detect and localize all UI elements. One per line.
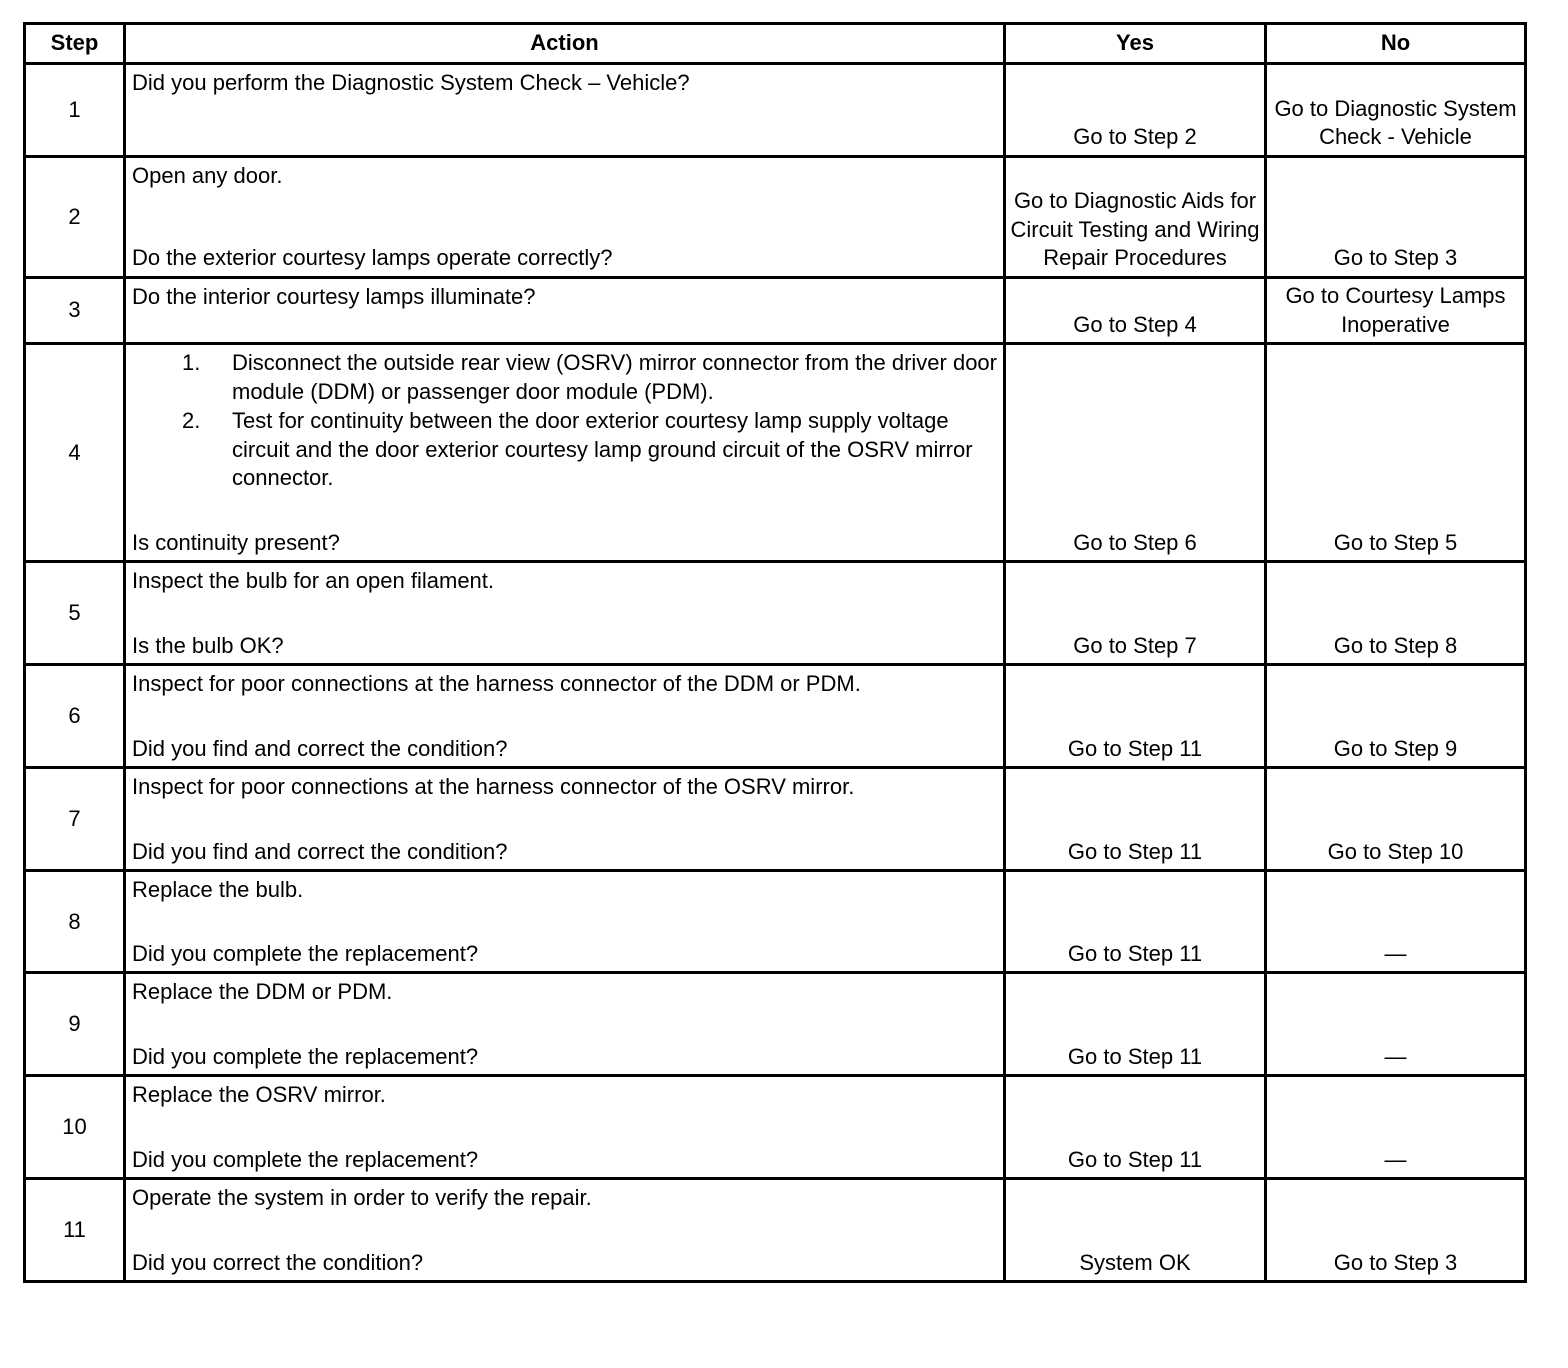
no-result: Go to Step 3 — [1266, 1179, 1526, 1282]
table-row — [25, 344, 1526, 562]
table-row — [25, 278, 1526, 344]
list-item — [182, 349, 997, 406]
no-result: — — [1266, 973, 1526, 1076]
table-row — [25, 768, 1526, 871]
action-text: Inspect for poor connections at the harness connector of the OSRV mirror. — [132, 774, 855, 800]
step-number: 7 — [25, 768, 125, 871]
yes-result: Go to Step 11 — [1005, 871, 1266, 973]
yes-result: Go to Step 7 — [1005, 562, 1266, 665]
step-number: 1 — [25, 64, 125, 157]
no-result: Go to Step 10 — [1266, 768, 1526, 871]
no-result: Go to Courtesy Lamps Inoperative — [1266, 278, 1526, 344]
step-list — [132, 349, 997, 493]
no-result: Go to Diagnostic System Check - Vehicle — [1266, 64, 1526, 157]
table-row — [25, 562, 1526, 665]
action-question: Do the exterior courtesy lamps operate correctly? — [132, 245, 613, 271]
header-row — [25, 24, 1526, 64]
step-number: 3 — [25, 278, 125, 344]
step-number: 6 — [25, 665, 125, 768]
action-text: Replace the DDM or PDM. — [132, 979, 393, 1005]
action-question: Did you complete the replacement? — [132, 940, 479, 966]
action-cell — [125, 871, 1005, 973]
action-cell — [125, 278, 1005, 344]
action-question: Is the bulb OK? — [132, 632, 284, 658]
action-text: Open any door. — [132, 163, 283, 188]
action-cell — [125, 973, 1005, 1076]
table-row — [25, 64, 1526, 157]
yes-result: Go to Step 4 — [1005, 278, 1266, 344]
list-text: Test for continuity between the door exterior courtesy lamp supply voltage circuit and the door exterior courtesy lamp ground circuit of the OSRV mirror connector. — [232, 407, 973, 491]
yes-result: Go to Step 11 — [1005, 665, 1266, 768]
action-text: Inspect for poor connections at the harness connector of the DDM or PDM. — [132, 671, 861, 697]
action-cell — [125, 562, 1005, 665]
action-cell — [125, 344, 1005, 562]
action-cell — [125, 1076, 1005, 1179]
step-number: 5 — [25, 562, 125, 665]
list-number: 2. — [182, 407, 201, 433]
table-row — [25, 1076, 1526, 1179]
step-number: 10 — [25, 1076, 125, 1179]
step-number: 4 — [25, 344, 125, 562]
action-text: Did you perform the Diagnostic System Check – Vehicle? — [132, 70, 690, 95]
header-no: No — [1266, 24, 1526, 64]
yes-result: Go to Step 11 — [1005, 973, 1266, 1076]
no-result: — — [1266, 1076, 1526, 1179]
action-text: Inspect the bulb for an open filament. — [132, 568, 495, 594]
list-text: Disconnect the outside rear view (OSRV) mirror connector from the driver door module (DDM) or passenger door module (PDM). — [232, 350, 997, 405]
action-question: Did you find and correct the condition? — [132, 838, 508, 864]
no-result: Go to Step 9 — [1266, 665, 1526, 768]
list-number: 1. — [182, 350, 201, 376]
action-cell — [125, 64, 1005, 157]
step-number: 2 — [25, 157, 125, 278]
yes-result: Go to Step 6 — [1005, 344, 1266, 562]
action-question: Did you complete the replacement? — [132, 1146, 479, 1172]
table-row — [25, 1179, 1526, 1282]
no-result: Go to Step 3 — [1266, 157, 1526, 278]
action-text: Do the interior courtesy lamps illuminate? — [132, 284, 536, 309]
table-row — [25, 157, 1526, 278]
action-text: Replace the OSRV mirror. — [132, 1082, 386, 1108]
step-number: 11 — [25, 1179, 125, 1282]
header-step: Step — [25, 24, 125, 64]
yes-result: System OK — [1005, 1179, 1266, 1282]
action-question: Did you correct the condition? — [132, 1249, 424, 1275]
action-question: Is continuity present? — [132, 529, 340, 555]
action-cell — [125, 1179, 1005, 1282]
yes-result: Go to Step 11 — [1005, 768, 1266, 871]
no-result: — — [1266, 871, 1526, 973]
table-row — [25, 973, 1526, 1076]
yes-result: Go to Step 2 — [1005, 64, 1266, 157]
diagnostic-table — [23, 22, 1527, 1283]
yes-result: Go to Diagnostic Aids for Circuit Testing and Wiring Repair Procedures — [1005, 157, 1266, 278]
yes-result: Go to Step 11 — [1005, 1076, 1266, 1179]
action-cell — [125, 768, 1005, 871]
no-result: Go to Step 5 — [1266, 344, 1526, 562]
action-question: Did you find and correct the condition? — [132, 735, 508, 761]
table-row — [25, 871, 1526, 973]
list-item — [182, 407, 997, 493]
header-yes: Yes — [1005, 24, 1266, 64]
action-cell — [125, 157, 1005, 278]
step-number: 9 — [25, 973, 125, 1076]
no-result: Go to Step 8 — [1266, 562, 1526, 665]
step-number: 8 — [25, 871, 125, 973]
table-row — [25, 665, 1526, 768]
action-question: Did you complete the replacement? — [132, 1043, 479, 1069]
action-text: Replace the bulb. — [132, 877, 304, 903]
action-text: Operate the system in order to verify the repair. — [132, 1185, 592, 1211]
action-cell — [125, 665, 1005, 768]
header-action: Action — [125, 24, 1005, 64]
